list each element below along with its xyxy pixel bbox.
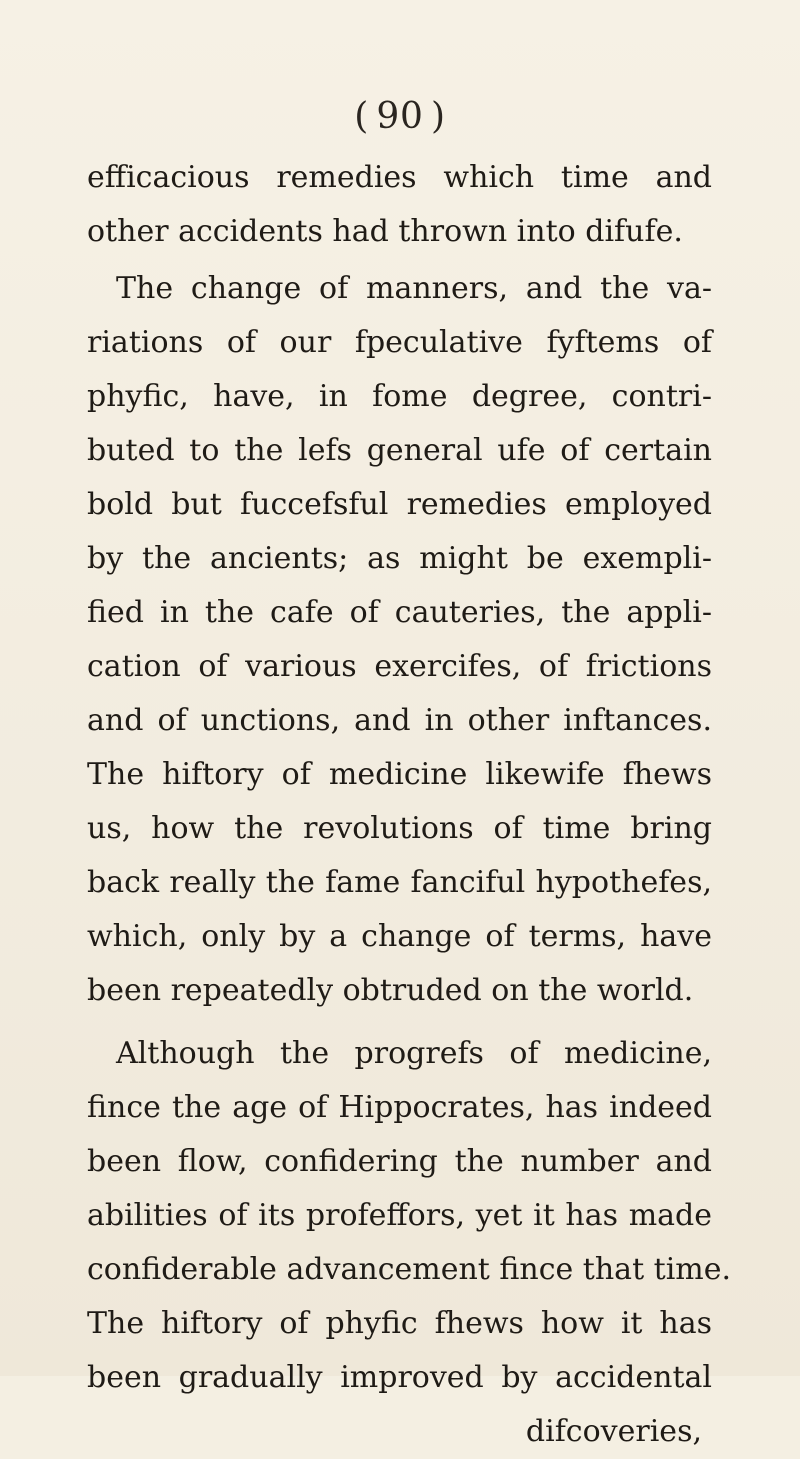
text-line: been gradually improved by accidental <box>87 1360 712 1395</box>
text-line: The hiftory of medicine likewife fhews <box>87 757 712 792</box>
text-line: The change of manners, and the va- <box>116 271 712 306</box>
text-line: us, how the revolutions of time bring <box>87 811 712 846</box>
paragraph-3 <box>87 1027 732 1459</box>
catchword: difcoveries, <box>525 1414 702 1449</box>
text-line: cation of various exercifes, of frictions <box>87 649 712 684</box>
text-line: buted to the lefs general ufe of certain <box>87 433 712 468</box>
text-line: which, only by a change of terms, have <box>87 919 712 954</box>
text-line: efficacious remedies which time and <box>87 160 712 195</box>
folio-close-paren: ) <box>431 96 446 137</box>
page-folio <box>0 96 800 137</box>
text-line: fied in the cafe of cauteries, the appli- <box>87 595 712 630</box>
text-line: been flow, confidering the number and <box>87 1144 712 1179</box>
text-line: The hiftory of phyfic fhews how it has <box>87 1306 712 1341</box>
page-number: 90 <box>376 96 424 137</box>
text-line: and of unctions, and in other inftances. <box>87 703 712 738</box>
text-line: by the ancients; as might be exempli- <box>87 541 712 576</box>
folio-open-paren: ( <box>354 96 369 137</box>
text-line: phyfic, have, in fome degree, contri- <box>87 379 712 414</box>
text-line: fince the age of Hippocrates, has indeed <box>87 1090 712 1125</box>
text-line: Although the progrefs of medicine, <box>116 1036 712 1071</box>
text-line: other accidents had thrown into difufe. <box>87 214 683 249</box>
text-line: bold but fuccefsful remedies employed <box>87 487 712 522</box>
text-line: abilities of its profeffors, yet it has made <box>87 1198 712 1233</box>
text-line: back really the fame fanciful hypothefes, <box>87 865 712 900</box>
text-line: confiderable advancement fince that time. <box>87 1252 732 1287</box>
text-line: riations of our fpeculative fyftems of <box>87 325 712 360</box>
text-line: been repeatedly obtruded on the world. <box>87 973 694 1008</box>
paragraph-1 <box>87 151 712 259</box>
paragraph-2 <box>87 262 712 1018</box>
